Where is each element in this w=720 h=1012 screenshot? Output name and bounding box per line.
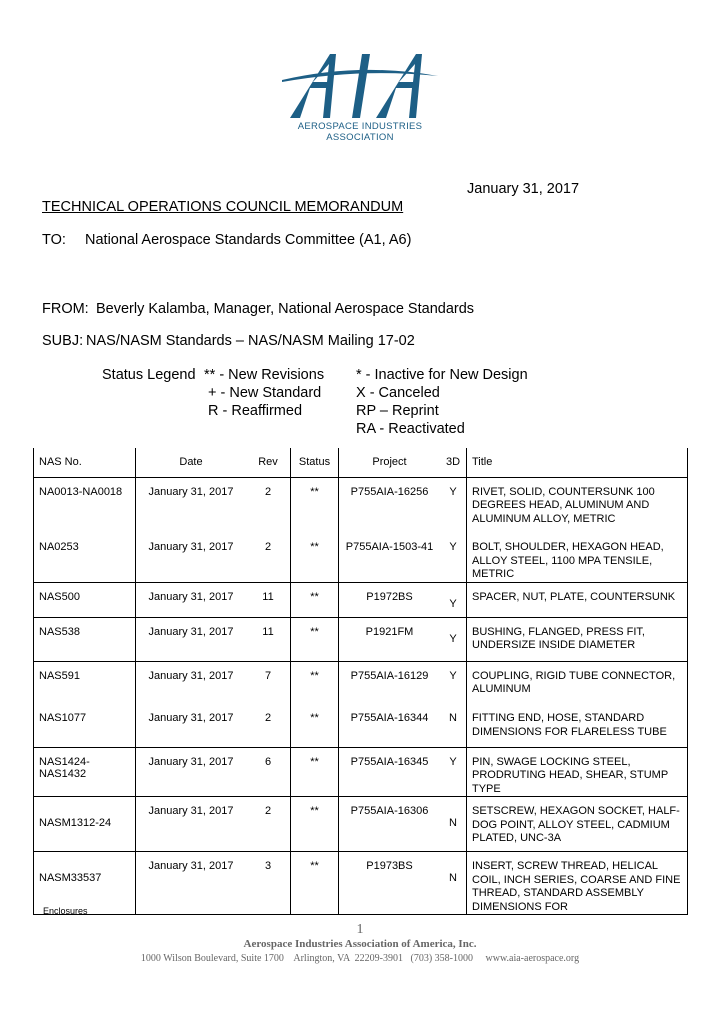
cell-title: PIN, SWAGE LOCKING STEEL, PRODRUTING HEAD, SHEAR, STUMP TYPE <box>467 747 688 797</box>
table-row <box>34 477 688 533</box>
cell-nas: NAS1424-NAS1432 <box>34 747 136 797</box>
cell-rev: 2 <box>246 704 291 747</box>
cell-status: ** <box>291 533 339 582</box>
cell-title: RIVET, SOLID, COUNTERSUNK 100 DEGREES HEAD, ALUMINUM AND ALUMINUM ALLOY, METRIC <box>467 477 688 533</box>
cell-rev: 7 <box>264 669 272 682</box>
legend-item: + - New Standard <box>208 385 322 401</box>
table-row <box>34 582 688 617</box>
legend-item: RA - Reactivated <box>356 421 465 437</box>
cell-status: ** <box>291 704 339 747</box>
header-project: Project <box>339 448 441 477</box>
cell-date: January 31, 2017 <box>136 747 247 797</box>
table-row <box>34 617 688 661</box>
cell-status: ** <box>291 582 339 617</box>
cell-project: P755AIA-16345 <box>339 747 441 797</box>
cell-rev: 2 <box>246 533 291 582</box>
from-label: FROM: <box>42 301 89 317</box>
cell-date: January 31, 2017 <box>136 533 247 582</box>
table-row <box>34 852 688 915</box>
to-label: TO: <box>42 232 66 248</box>
cell-project: P1973BS <box>339 852 441 915</box>
cell-date: January 31, 2017 <box>136 617 247 661</box>
cell-d3: Y <box>440 533 467 582</box>
cell-d3: N <box>440 797 467 852</box>
cell-rev: 2 <box>264 485 272 498</box>
cell-nas: NASM1312-24 <box>34 797 136 852</box>
cell-status: ** <box>291 797 339 852</box>
cell-date: January 31, 2017 <box>136 852 247 915</box>
from-value: Beverly Kalamba, Manager, National Aerospace Standards <box>96 301 475 317</box>
cell-d3: Y <box>449 485 457 498</box>
subj-label: SUBJ: <box>42 333 84 349</box>
table-row <box>34 797 688 852</box>
subj-value: NAS/NASM Standards – NAS/NASM Mailing 17-02 <box>86 333 415 349</box>
header-date: Date <box>136 448 247 477</box>
header-title: Title <box>467 448 688 477</box>
cell-rev: 11 <box>246 617 291 661</box>
logo-text: ASSOCIATION <box>326 132 394 143</box>
cell-nas: NA0253 <box>34 533 136 582</box>
cell-nas: NAS500 <box>34 582 136 617</box>
cell-project: P755AIA-16129 <box>339 661 441 704</box>
header-status: Status <box>291 448 339 477</box>
aia-logo <box>280 48 440 148</box>
legend-item: R - Reaffirmed <box>208 403 303 419</box>
cell-date: January 31, 2017 <box>136 797 247 852</box>
cell-d3: Y <box>440 617 467 661</box>
cell-status: ** <box>291 477 339 533</box>
cell-status: ** <box>291 617 339 661</box>
legend-item: RP – Reprint <box>356 403 439 419</box>
cell-project: P755AIA-16256 <box>339 477 441 533</box>
cell-project: P1972BS <box>339 582 441 617</box>
cell-status: ** <box>291 661 339 704</box>
cell-title: SETSCREW, HEXAGON SOCKET, HALF-DOG POINT, ALLOY STEEL, CADMIUM PLATED, UNC-3A <box>467 797 688 852</box>
cell-project: P1921FM <box>339 617 441 661</box>
header-rev: Rev <box>246 448 291 477</box>
standards-table <box>33 448 688 915</box>
aia-logo-mark <box>280 48 440 120</box>
cell-title: FITTING END, HOSE, STANDARD DIMENSIONS FOR FLARELESS TUBE <box>467 704 688 747</box>
cell-nas: NAS538 <box>34 617 136 661</box>
cell-rev: 6 <box>246 747 291 797</box>
cell-project: P755AIA-16306 <box>339 797 441 852</box>
legend-item: * - Inactive for New Design <box>356 367 528 383</box>
cell-project: P755AIA-16344 <box>339 704 441 747</box>
cell-date: January 31, 2017 <box>136 477 247 533</box>
cell-rev: 11 <box>246 582 291 617</box>
cell-title: BOLT, SHOULDER, HEXAGON HEAD, ALLOY STEEL, 1100 MPA TENSILE, METRIC <box>467 533 688 582</box>
memo-date: January 31, 2017 <box>467 181 580 197</box>
cell-d3: N <box>440 704 467 747</box>
memo-title: TECHNICAL OPERATIONS COUNCIL MEMORANDUM <box>42 199 404 215</box>
cell-d3: Y <box>440 582 467 617</box>
header-nas: NAS No. <box>34 448 136 477</box>
table-row <box>34 661 688 704</box>
header-3d: 3D <box>440 448 467 477</box>
cell-date: January 31, 2017 <box>136 582 247 617</box>
legend-col2 <box>356 366 528 438</box>
cell-title: INSERT, SCREW THREAD, HELICAL COIL, INCH SERIES, COARSE AND FINE THREAD, STANDARD ASSEMBLY DIMENSIONS FOR <box>467 852 688 915</box>
footer-address: 1000 Wilson Boulevard, Suite 1700 Arlington, VA 22209-3901 (703) 358-1000 www.aia-aerospace.org <box>140 953 580 964</box>
cell-rev: 2 <box>246 797 291 852</box>
cell-d3: N <box>440 852 467 915</box>
table-header-row <box>34 448 688 477</box>
legend-col1 <box>204 366 324 420</box>
cell-title: SPACER, NUT, PLATE, COUNTERSUNK <box>467 582 688 617</box>
footer-org: Aerospace Industries Association of America, Inc. <box>243 938 477 950</box>
enclosures-note: Enclosures <box>43 906 88 916</box>
logo-text: AEROSPACE INDUSTRIES <box>297 121 423 132</box>
cell-title: BUSHING, FLANGED, PRESS FIT, UNDERSIZE INSIDE DIAMETER <box>467 617 688 661</box>
cell-status: ** <box>291 747 339 797</box>
cell-nas: NA0013-NA0018 <box>34 477 136 533</box>
legend-label: Status Legend <box>102 367 196 383</box>
to-value: National Aerospace Standards Committee (A1, A6) <box>85 232 412 248</box>
legend-item: X - Canceled <box>356 385 440 401</box>
page-number: 1 <box>356 922 364 937</box>
cell-nas: NAS1077 <box>34 704 136 747</box>
cell-status: ** <box>291 852 339 915</box>
cell-project: P755AIA-1503-41 <box>339 533 441 582</box>
cell-nas: NAS591 <box>34 661 136 704</box>
legend-item: ** - New Revisions <box>204 367 325 383</box>
cell-d3: Y <box>449 669 457 682</box>
cell-title: COUPLING, RIGID TUBE CONNECTOR, ALUMINUM <box>467 661 688 704</box>
cell-d3: Y <box>440 747 467 797</box>
cell-rev: 3 <box>246 852 291 915</box>
cell-nas: NASM33537 <box>34 852 136 915</box>
table-row <box>34 704 688 747</box>
cell-date: January 31, 2017 <box>136 661 247 704</box>
table-row <box>34 533 688 582</box>
cell-date: January 31, 2017 <box>136 704 247 747</box>
table-row <box>34 747 688 797</box>
